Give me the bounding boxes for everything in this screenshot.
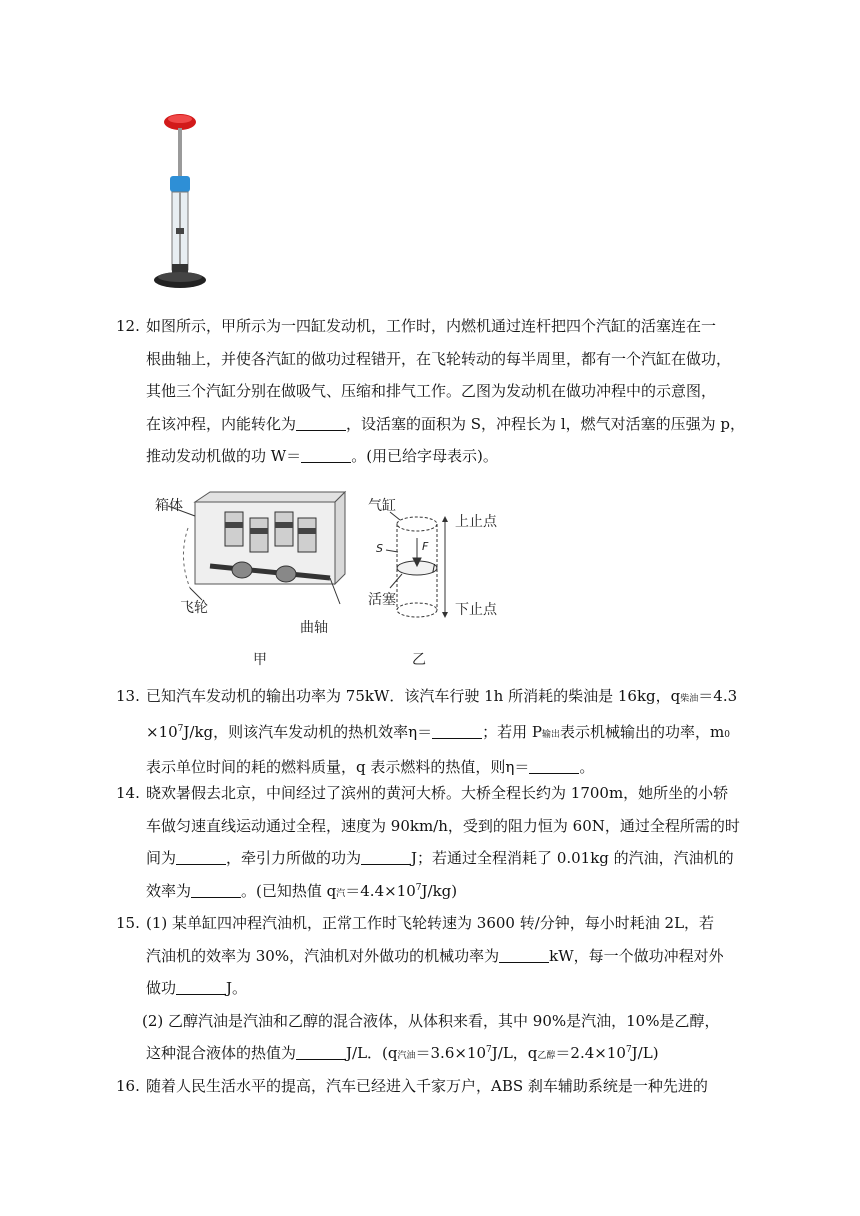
question-text: 如图所示，甲所示为一四缸发动机，工作时，内燃机通过连杆把四个汽缸的活塞连在一 (146, 317, 717, 335)
question-text: J/L) (631, 1044, 659, 1062)
answer-blank[interactable] (361, 850, 411, 865)
question-text: 汽油机的效率为 30%，汽油机对外做功的机械功率为 (146, 946, 500, 965)
question-text: ＝4.3 (698, 687, 738, 705)
answer-blank[interactable] (432, 724, 482, 739)
question-number: 15. (116, 914, 140, 932)
answer-blank[interactable] (176, 980, 226, 995)
answer-blank[interactable] (176, 850, 226, 865)
question-text: 。(用已给字母表示)。 (351, 447, 498, 465)
subscript: 输出 (542, 729, 561, 740)
pump-apparatus-figure (150, 106, 220, 296)
question-text: 车做匀速直线运动通过全程，速度为 90km/h，受到的阻力恒为 60N，通过全程所需的时 (146, 816, 740, 835)
question-text: 推动发动机做的功 W＝ (146, 447, 302, 465)
question-text: ＝2.4×10 (555, 1044, 626, 1062)
crankshaft-label: 曲轴 (300, 620, 328, 636)
question-text: 已知汽车发动机的输出功率为 75kW．该汽车行驶 1h 所消耗的柴油是 16kg，q (146, 687, 681, 705)
box-label: 箱体 (155, 498, 183, 514)
cylinder-label: 气缸 (368, 498, 396, 514)
question-text: ，牵引力所做的功为 (226, 849, 362, 867)
question-text: 。 (579, 758, 595, 776)
subscript: 柴油 (680, 694, 699, 704)
question-12 (116, 310, 745, 473)
question-number: 14. (116, 784, 140, 802)
subscript: 汽 (336, 888, 346, 899)
question-text: J/L．(q (346, 1044, 398, 1062)
question-16 (116, 1070, 741, 1103)
caption-a: 甲 (253, 652, 267, 668)
area-s-label: S (376, 542, 383, 555)
answer-blank[interactable] (499, 948, 549, 963)
question-text: kW，每一个做功冲程对外 (549, 946, 724, 965)
question-text: 表示机械输出的功率，m (560, 722, 725, 741)
question-text: 表示单位时间的耗的燃料质量，q 表示燃料的热值，则η＝ (146, 758, 530, 776)
question-text: ，设活塞的面积为 S，冲程长为 l，燃气对活塞的压强为 p， (346, 414, 745, 433)
question-13 (116, 680, 741, 784)
question-14 (116, 777, 741, 910)
caption-b: 乙 (412, 652, 426, 668)
question-number: 16. (116, 1077, 140, 1095)
top-dead-center-label: 上止点 (455, 514, 497, 530)
question-text: 其他三个汽缸分别在做吸气、压缩和排气工作。乙图为发动机在做功冲程中的示意图， (146, 382, 717, 400)
subscript: 0 (724, 729, 730, 740)
subscript: 汽油 (397, 1051, 416, 1061)
subscript: 乙醇 (537, 1051, 556, 1061)
answer-blank[interactable] (296, 416, 346, 431)
flywheel-label: 飞轮 (180, 600, 208, 616)
piston-label: 活塞 (368, 592, 396, 608)
question-text: J/L，q (491, 1044, 538, 1062)
question-text: ×10 (146, 722, 178, 741)
answer-blank[interactable] (529, 759, 579, 774)
question-text: J/kg) (421, 881, 458, 900)
engine-diagram (150, 488, 510, 670)
superscript: 7 (625, 1045, 632, 1055)
question-text: J/kg，则该汽车发动机的热机效率η＝ (183, 722, 433, 741)
question-text: 间为 (146, 849, 177, 867)
superscript: 7 (415, 882, 422, 893)
question-number: 13. (116, 687, 140, 705)
question-text: 做功 (146, 979, 177, 997)
question-text: ＝4.4×10 (345, 881, 416, 900)
question-text: J；若通过全程消耗了 0.01kg 的汽油，汽油机的 (411, 849, 734, 867)
question-text: ；若用 P (482, 722, 543, 741)
answer-blank[interactable] (296, 1045, 346, 1060)
question-text: 随着人民生活水平的提高，汽车已经进入千家万户，ABS 刹车辅助系统是一种先进的 (146, 1077, 708, 1095)
force-f-label: F (422, 540, 429, 553)
question-text: (1) 某单缸四冲程汽油机，正常工作时飞轮转速为 3600 转/分钟，每小时耗油 2L，若 (146, 914, 715, 932)
question-text: 在该冲程，内能转化为 (146, 414, 297, 433)
bottom-dead-center-label: 下止点 (455, 602, 497, 618)
question-text: 根曲轴上，并使各汽缸的做功过程错开，在飞轮转动的每半周里，都有一个汽缸在做功， (146, 349, 732, 368)
question-text: 这种混合液体的热值为 (146, 1044, 297, 1062)
question-text: (2) 乙醇汽油是汽油和乙醇的混合液体，从体积来看，其中 90%是汽油，10%是乙醇， (142, 1011, 720, 1030)
question-text: J。 (226, 979, 248, 997)
superscript: 7 (177, 723, 184, 734)
question-number: 12. (116, 317, 140, 335)
answer-blank[interactable] (301, 448, 351, 463)
answer-blank[interactable] (191, 883, 241, 898)
question-15 (116, 907, 741, 1073)
question-text: 效率为 (146, 881, 192, 900)
superscript: 7 (486, 1045, 492, 1055)
four-cylinder-engine-figure (168, 492, 345, 604)
stroke-l-label: l (432, 562, 436, 575)
question-text: 晓欢暑假去北京，中间经过了滨州的黄河大桥。大桥全程长约为 1700m，她所坐的小轿 (146, 784, 729, 802)
question-text: 。(已知热值 q (241, 881, 337, 900)
question-text: ＝3.6×10 (415, 1044, 487, 1062)
